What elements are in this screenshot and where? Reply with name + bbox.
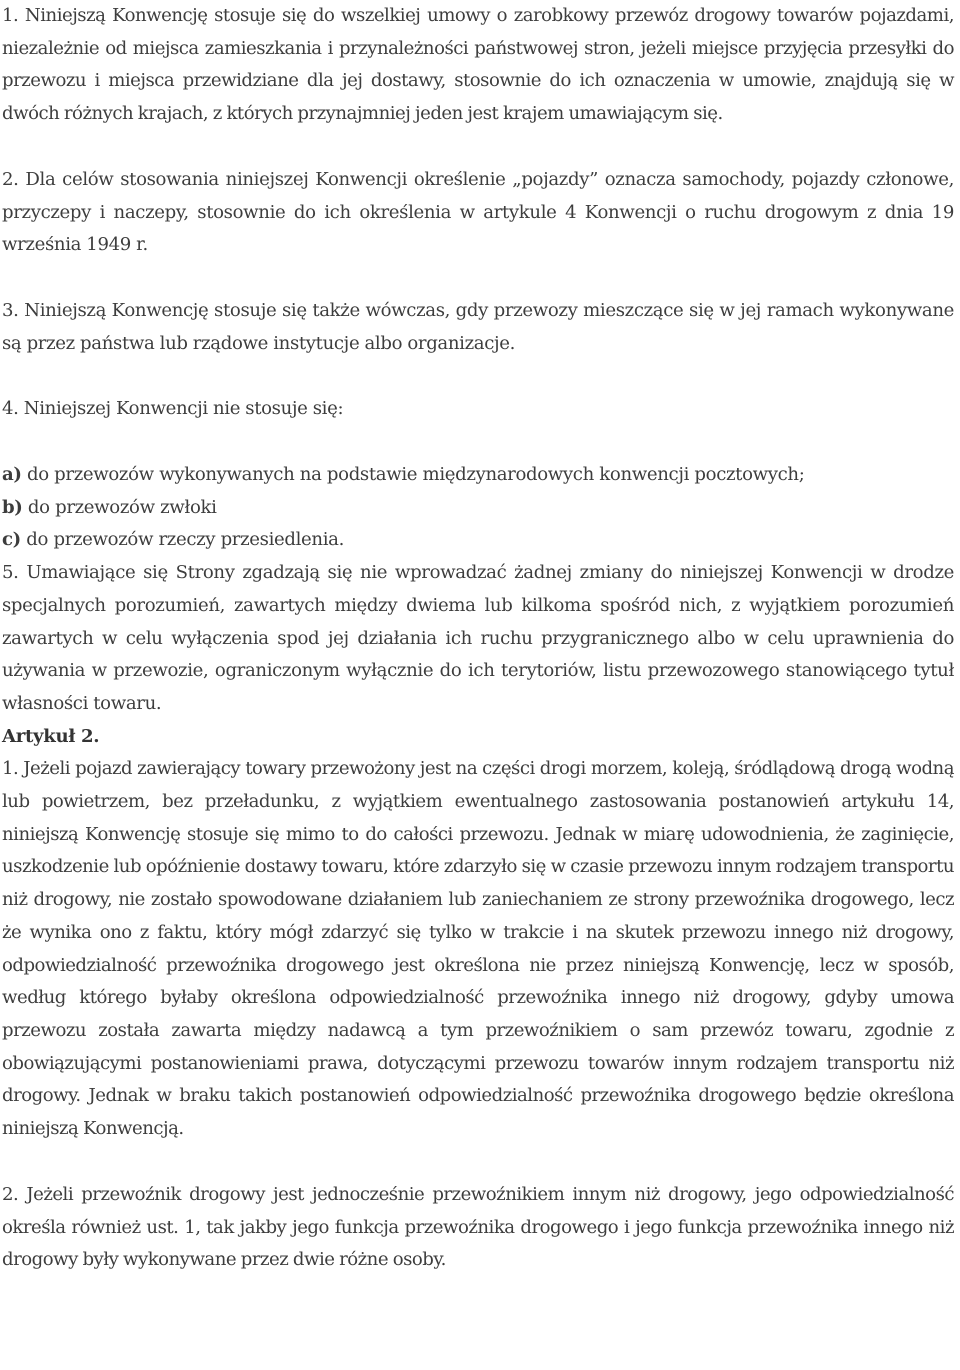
list-letter: c) [2,529,21,551]
paragraph-1: 1. Niniejszą Konwencję stosuje się do wszelkiej umowy o zarobkowy przewóz drogowy towarów pojazdami, niezależnie od miejsca zamieszkania i przynależności państwowej stron, jeżeli miejsce przyjęcia przesyłki do przewozu i miejsca przewidziane dla jej dostawy, stosownie do ich oznaczenia w umowie, znajdują się w dwóch różnych krajach, z których przynajmniej jeden jest krajem umawiającym się. [2,5,954,125]
paragraph-5: 5. Umawiające się Strony zgadzają się nie wprowadzać żadnej zmiany do niniejszej Konwencji w drodze specjalnych porozumień, zawartych między dwiema lub kilkoma spośród nich, z wyjątkiem porozumień zawartych w celu wyłączenia spod jej działania ich ruchu przygranicznego albo w celu uprawnienia do używania w przewozie, ograniczonym wyłącznie do ich terytoriów, listu przewozowego stanowiącego tytuł własności towaru. [2,562,954,714]
list-letter: a) [2,464,22,486]
paragraph-4: 4. Niniejszej Konwencji nie stosuje się: [2,398,344,420]
paragraph-2: 2. Dla celów stosowania niniejszej Konwencji określenie „pojazdy” oznacza samochody, pojazdy członowe, przyczepy i naczepy, stosownie do ich określenia w artykule 4 Konwencji o ruchu drogowym z dnia 19 września 1949 r. [2,168,954,256]
list-item [2,524,954,557]
list-text: do przewozów rzeczy przesiedlenia. [20,529,344,551]
paragraph-3: 3. Niniejszą Konwencję stosuje się także wówczas, gdy przewozy mieszczące się w jej ramach wykonywane są przez państwa lub rządowe instytucje albo organizacje. [2,299,954,354]
article-2-paragraph-1: 1. Jeżeli pojazd zawierający towary przewożony jest na części drogi morzem, koleją, śródlądową drogą wodną lub powietrzem, bez przeładunku, z wyjątkiem ewentualnego zastosowania postanowień artykułu 14, niniejszą Konwencję stosuje się mimo to do całości przewozu. Jednak w miarę udowodnienia, że zaginięcie, uszkodzenie lub opóźnienie dostawy towaru, które zdarzyło się w czasie przewozu innym rodzajem transportu niż drogowy, nie zostało spowodowane działaniem lub zaniechaniem ze strony przewoźnika drogowego, lecz że wynika ono z faktu, który mógł zdarzyć się tylko w trakcie i na skutek przewozu innego niż drogowy, odpowiedzialność przewoźnika drogowego jest określona nie przez niniejszą Konwencję, lecz w sposób, według którego byłaby określona odpowiedzialność przewoźnika innego niż drogowy, gdyby umowa przewozu została zawarta między nadawcą a tym przewoźnikiem o sam przewóz towaru, zgodnie z obowiązującymi postanowieniami prawa, dotyczącymi przewozu towarów innym rodzajem transportu niż drogowy. Jednak w braku takich postanowień odpowiedzialność przewoźnika drogowego będzie określona niniejszą Konwencją. [2,758,954,1140]
list-item [2,459,954,492]
article-heading: Artykuł 2. [2,725,100,747]
exclusion-list [2,459,954,557]
list-item [2,492,954,525]
list-letter: b) [2,496,23,518]
list-text: do przewozów wykonywanych na podstawie międzynarodowych konwencji pocztowych; [21,464,805,486]
article-2-paragraph-2: 2. Jeżeli przewoźnik drogowy jest jednocześnie przewoźnikiem innym niż drogowy, jego odpowiedzialność określa również ust. 1, tak jakby jego funkcja przewoźnika drogowego i jego funkcja przewoźnika innego niż drogowy były wykonywane przez dwie różne osoby. [2,1183,954,1271]
list-text: do przewozów zwłoki [22,496,217,518]
